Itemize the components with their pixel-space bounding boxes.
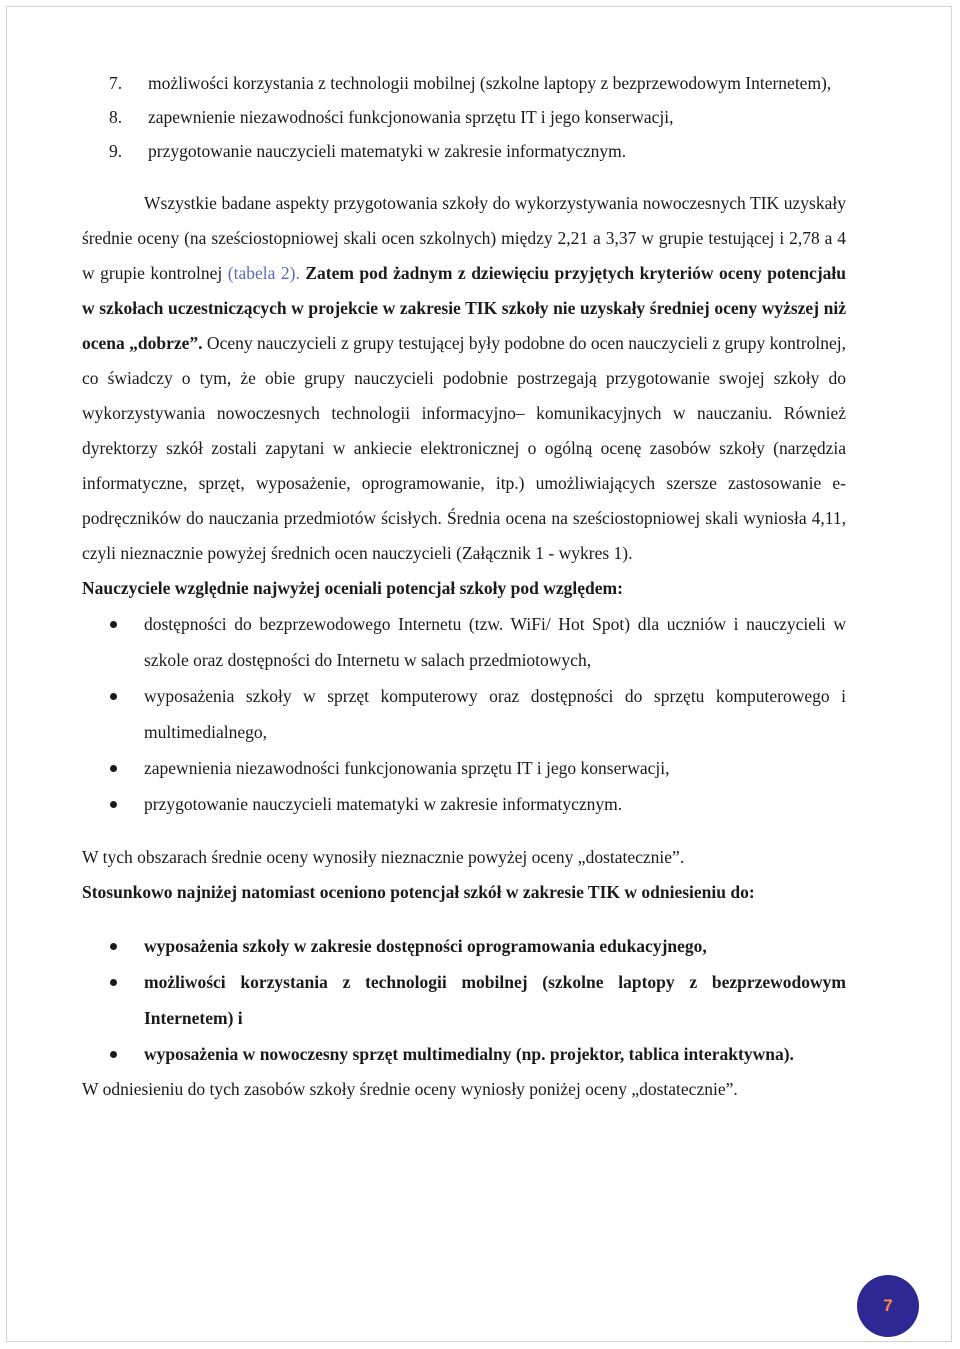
- numbered-list: [82, 66, 846, 168]
- key-conclusion: Zatem pod żadnym z dziewięciu przyjętych kryteriów oceny potencjału w szkołach uczestniczących w projekcie w zakresie TIK szkoły nie uzyskały średniej oceny wyższej niż ocena „dobrze”.: [82, 263, 847, 353]
- list-item-text: możliwości korzystania z technologii mobilnej (szkolne laptopy z bezprzewodowym Internetem),: [148, 73, 832, 93]
- bullet-icon: [110, 621, 117, 628]
- bullet-icon: [110, 693, 117, 700]
- bullet-icon: [110, 801, 117, 808]
- lowest-rated-list: [82, 928, 846, 1072]
- paragraph-text: Wszystkie badane aspekty przygotowania szkoły do wykorzystywania nowoczesnych TIK uzyskały średnie oceny (na sześciostopniowej skali ocen szkolnych) między 2,21 a 3,37 w grupie testującej i 2,78 a 4 w grupie kontrolnej: [82, 193, 846, 283]
- bullet-icon: [110, 943, 117, 950]
- list-item: [82, 134, 846, 168]
- table-reference-link[interactable]: (tabela 2).: [227, 263, 300, 283]
- summary-paragraph: W tych obszarach średnie oceny wynosiły nieznacznie powyżej oceny „dostatecznie”.: [82, 847, 685, 867]
- page-number-badge: 7: [857, 1275, 919, 1337]
- list-item: [82, 750, 846, 786]
- list-item: [82, 964, 846, 1036]
- closing-paragraph: W odniesieniu do tych zasobów szkoły średnie oceny wyniosły poniżej oceny „dostatecznie”.: [82, 1079, 738, 1099]
- lowest-rated-heading: Stosunkowo najniżej natomiast oceniono potencjał szkół w zakresie TIK w odniesieniu do:: [82, 882, 755, 902]
- list-item: [82, 606, 846, 678]
- bullet-icon: [110, 1051, 117, 1058]
- list-item-text: wyposażenia szkoły w sprzęt komputerowy oraz dostępności do sprzętu komputerowego i multimedialnego,: [144, 686, 846, 742]
- list-item: [82, 1036, 846, 1072]
- assessment-paragraph: [82, 186, 846, 571]
- paragraph-text: Oceny nauczycieli z grupy testującej były podobne do ocen nauczycieli z grupy kontrolnej, co świadczy o tym, że obie grupy nauczycieli podobnie postrzegają przygotowanie swojej szkoły do wykorzystywania nowoczesnych technologii informacyjno– komunikacyjnych w nauczaniu. Również dyrektorzy szkół zostali zapytani w ankiecie elektronicznej o ogólną ocenę zasobów szkoły (narzędzia informatyczne, sprzęt, wyposażenie, oprogramowanie, itp.) umożliwiających szersze zastosowanie e-podręczników do nauczania przedmiotów ścisłych. Średnia ocena na sześciostopniowej skali wyniosła 4,11, czyli nieznacznie powyżej średnich ocen nauczycieli (Załącznik 1 - wykres 1).: [82, 333, 846, 563]
- list-item-text: przygotowanie nauczycieli matematyki w zakresie informatycznym.: [144, 794, 623, 814]
- list-number: 9.: [109, 141, 123, 161]
- list-number: 8.: [109, 107, 123, 127]
- highest-rated-list: [82, 606, 846, 822]
- list-item: [82, 786, 846, 822]
- list-item-text: dostępności do bezprzewodowego Internetu (tzw. WiFi/ Hot Spot) dla uczniów i nauczycieli w szkole oraz dostępności do Internetu w salach przedmiotowych,: [144, 614, 846, 670]
- list-item-text: zapewnienie niezawodności funkcjonowania sprzętu IT i jego konserwacji,: [148, 107, 674, 127]
- list-item-text: możliwości korzystania z technologii mobilnej (szkolne laptopy z bezprzewodowym Internetem) i: [144, 972, 846, 1028]
- bullet-icon: [110, 979, 117, 986]
- list-number: 7.: [109, 73, 123, 93]
- list-item-text: wyposażenia szkoły w zakresie dostępności oprogramowania edukacyjnego,: [144, 936, 707, 956]
- document-body: [82, 66, 846, 1107]
- list-item-text: zapewnienia niezawodności funkcjonowania sprzętu IT i jego konserwacji,: [144, 758, 670, 778]
- list-item: [82, 66, 846, 100]
- list-item: [82, 100, 846, 134]
- list-item-text: przygotowanie nauczycieli matematyki w zakresie informatycznym.: [148, 141, 627, 161]
- bullet-icon: [110, 765, 117, 772]
- list-item: [82, 678, 846, 750]
- highest-rated-heading: Nauczyciele względnie najwyżej oceniali potencjał szkoły pod względem:: [82, 578, 623, 598]
- list-item: [82, 928, 846, 964]
- list-item-text: wyposażenia w nowoczesny sprzęt multimedialny (np. projektor, tablica interaktywna).: [144, 1044, 794, 1064]
